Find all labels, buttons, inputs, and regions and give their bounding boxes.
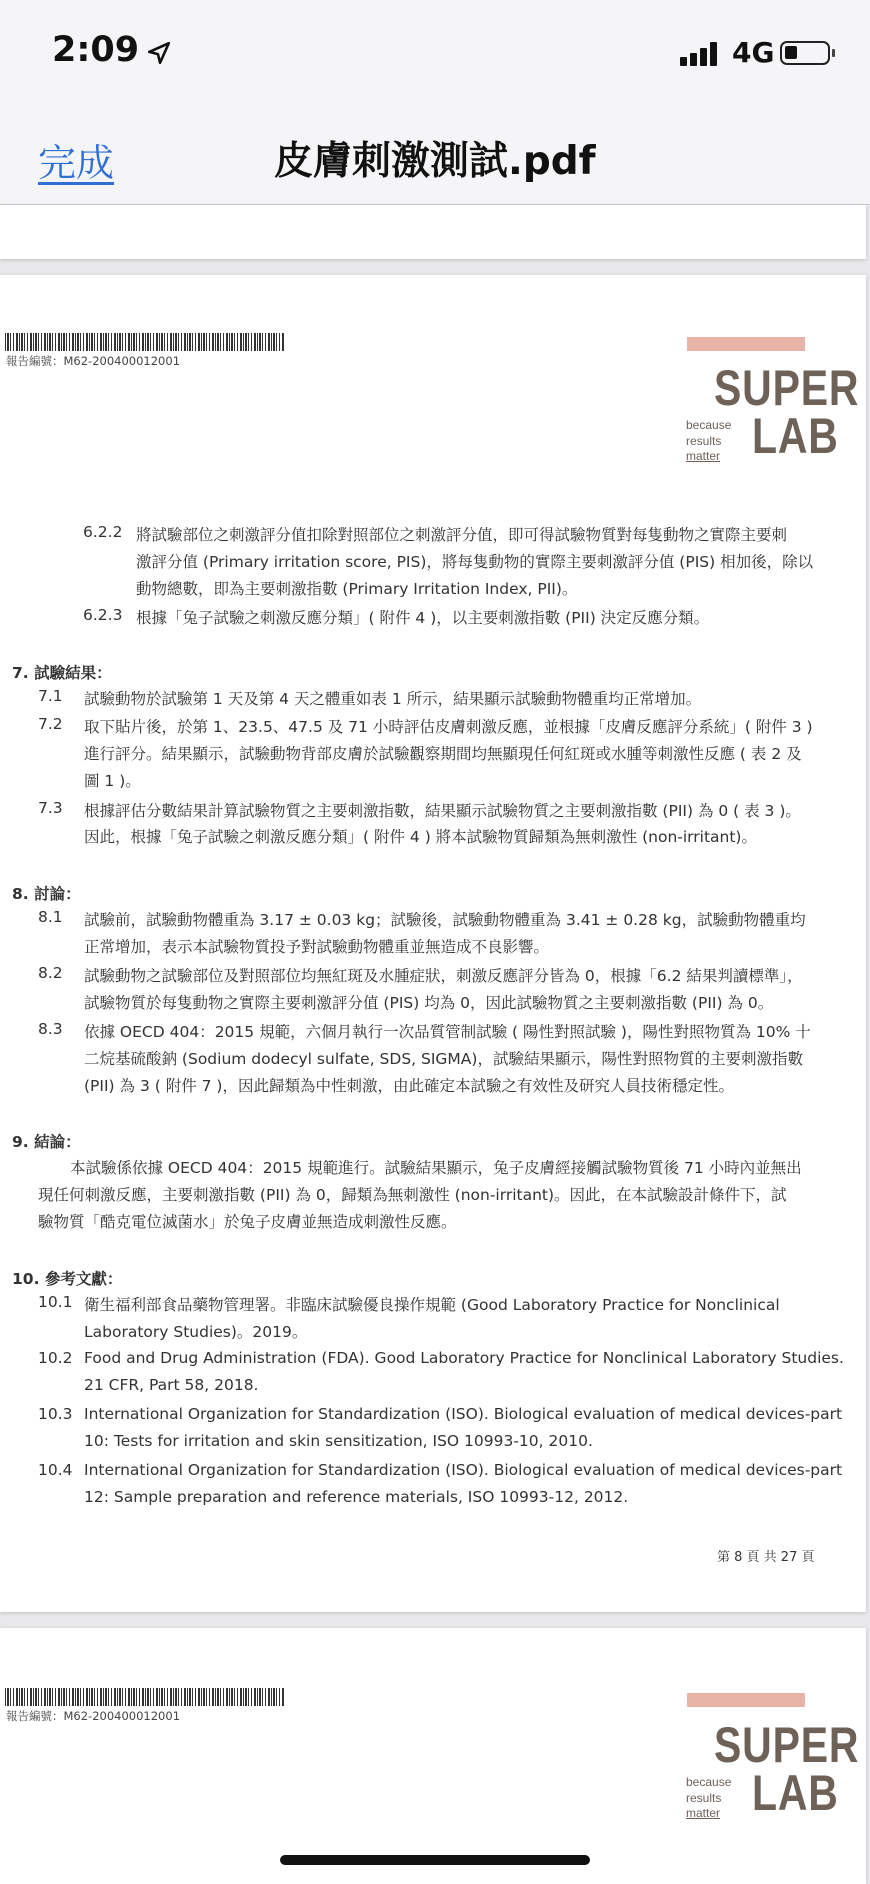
paragraph-line: 試驗動物之試驗部位及對照部位均無紅斑及水腫症狀，刺激反應評分皆為 0，根據「6.2 結果判讀標準」， (84, 967, 803, 985)
section-heading: 10. 參考文獻： (12, 1270, 123, 1288)
paragraph-line: 試驗前，試驗動物體重為 3.17 ± 0.03 kg；試驗後，試驗動物體重為 3.41 ± 0.28 kg，試驗動物體重均 (84, 911, 806, 929)
paragraph-line: 正常增加，表示本試驗物質投予對試驗動物體重並無造成不良影響。 (84, 938, 550, 956)
section-heading: 7. 試驗結果： (12, 664, 112, 682)
paragraph-line: 試驗動物於試驗第 1 天及第 4 天之體重如表 1 所示，結果顯示試驗動物體重均正常增加。 (84, 690, 702, 708)
location-arrow-icon (146, 40, 172, 66)
item-number: 8.1 (38, 908, 63, 926)
paragraph-line: 進行評分。結果顯示，試驗動物背部皮膚於試驗觀察期間均無顯現任何紅斑或水腫等刺激性反應 ( 表 2 及 (84, 745, 802, 763)
item-number: 10.2 (38, 1349, 73, 1367)
reference-line: Laboratory Studies)。2019。 (84, 1323, 308, 1341)
section-number: 6.2.3 (83, 606, 123, 624)
report-number: 報告編號：M62-200400012001 (6, 1709, 181, 1723)
status-time: 2:09 (52, 30, 140, 70)
paragraph-line: 根據評估分數結果計算試驗物質之主要刺激指數，結果顯示試驗物質之主要刺激指數 (PII) 為 0 ( 表 3 )。 (84, 802, 801, 820)
item-number: 10.3 (38, 1405, 73, 1423)
pdf-page-previous (0, 205, 866, 259)
reference-line: 衛生福利部食品藥物管理署。非臨床試驗優良操作規範 (Good Laboratory Practice for Nonclinical (84, 1296, 780, 1314)
section-heading: 9. 結論： (12, 1133, 81, 1151)
nav-bar (0, 110, 870, 205)
paragraph-line: 激評分值 (Primary irritation score, PIS)，將每隻動物的實際主要刺激評分值 (PIS) 相加後，除以 (136, 553, 814, 571)
paragraph-line: 圖 1 )。 (84, 772, 141, 790)
paragraph-line: 因此，根據「兔子試驗之刺激反應分類」( 附件 4 ) 將本試驗物質歸類為無刺激性 (non-irritant)。 (84, 828, 757, 846)
paragraph-line: 取下貼片後，於第 1、23.5、47.5 及 71 小時評估皮膚刺激反應，並根據「皮膚反應評分系統」( 附件 3 ) (84, 718, 813, 736)
paragraph-line: 將試驗部位之刺激評分值扣除對照部位之刺激評分值，即可得試驗物質對每隻動物之實際主要刺 (136, 526, 788, 544)
pdf-page-current[interactable]: 報告編號：M62-200400012001 SUPER LAB because results matter 6.2.2 將試驗部位之刺激評分值扣除對照部位之刺激評分值，即可得試驗物質對每隻動物之實際主要刺 激評分值 (Primary irritation score, PIS)，將每隻動物的實際主要刺激評分值 (PIS) 相加後，除以 動物總數，即為主要刺激指數 (Primary Irritation Index, PII)。 6.2.3 根據「兔子試驗之刺激反應分類」( 附件 4 )，以主要刺激指數 (PII) 決定反應分類。 7. 試驗結果： 7.1 試驗動物於試驗第 1 天及第 4 天之體重如表 1 所示，結果顯示試驗動物體重均正常增加。 7.2 取下貼片後，於第 1、23.5、47.5 及 71 小時評估皮膚刺激反應，並根據「皮膚反應評分系統」( 附件 3 ) 進行評分。結果顯示，試驗動物背部皮膚於試驗觀察期間均無顯現任何紅斑或水腫等刺激性反應 ( 表 2 及 圖 1 )。 7.3 根據評估分數結果計算試驗物質之主要刺激指數，結果顯示試驗物質之主要刺激指數 (PII) 為 0 ( 表 3 )。 因此，根據「兔子試驗之刺激反應分類」( 附件 4 ) 將本試驗物質歸類為無刺激性 (non-irritant)。 8. 討論： 8.1 試驗前，試驗動物體重為 3.17 ± 0.03 kg；試驗後，試驗動物體重為 3.41 ± 0.28 kg，試驗動物體重均 正常增加，表示本試驗物質投予對試驗動物體重並無造成不良影響。 8.2 試驗動物之試驗部位及對照部位均無紅斑及水腫症狀，刺激反應評分皆為 0，根據「6.2 結果判讀標準」， 試驗物質於每隻動物之實際主要刺激評分值 (PIS) 均為 0，因此試驗物質之主要刺激指數 (PII) 為 0。 8.3 依據 OECD 404：2015 規範，六個月執行一次品質管制試驗 ( 陽性對照試驗 )，陽性對照物質為 10% 十 二烷基硫酸鈉 (Sodium dodecyl sulfate, SDS, SIGMA)，試驗結果顯示，陽性對照物質的主要刺激指數 (PII) 為 3 ( 附件 7 )，因此歸類為中性刺激，由此確定本試驗之有效性及研究人員技術穩定性。 9. 結論： 本試驗係依據 OECD 404：2015 規範進行。試驗結果顯示，兔子皮膚經接觸試驗物質後 71 小時內並無出 現任何刺激反應，主要刺激指數 (PII) 為 0，歸類為無刺激性 (non-irritant)。因此，在本試驗設計條件下，試 驗物質「酷克電位滅菌水」於兔子皮膚並無造成刺激性反應。 10. 參考文獻： 10.1 衛生福利部食品藥物管理署。非臨床試驗優良操作規範 (Good Laboratory Practice for Nonclinical Laboratory Studies)。2019。 10.2 Food and Drug Administration (FDA). Good Laboratory Practice for Nonclinical Laboratory Studies. 21 CFR, Part 58, 2018. 10.3 International Organization for Standardization (ISO). Biological evaluation of medical devices-part 10: Tests for irritation and skin sensitization, ISO 10993-10, 2010. 10.4 International Organization for Standardization (ISO). Biological evaluation of medical devices-part 12: Sample preparation and reference materials, ISO 10993-12, 2012. 第 8 頁 共 27 頁 (0, 275, 866, 1612)
status-bar (0, 0, 870, 110)
paragraph-line: 二烷基硫酸鈉 (Sodium dodecyl sulfate, SDS, SIGMA)，試驗結果顯示，陽性對照物質的主要刺激指數 (84, 1050, 803, 1068)
reference-line: International Organization for Standardization (ISO). Biological evaluation of medical devices-part (84, 1405, 843, 1423)
item-number: 7.2 (38, 715, 63, 733)
item-number: 7.1 (38, 687, 63, 705)
done-button[interactable]: 完成 (38, 141, 115, 185)
item-number: 10.1 (38, 1293, 73, 1311)
item-number: 7.3 (38, 799, 63, 817)
section-number: 6.2.2 (83, 523, 123, 541)
item-number: 10.4 (38, 1461, 73, 1479)
reference-line: 21 CFR, Part 58, 2018. (84, 1376, 259, 1394)
paragraph-line: 動物總數，即為主要刺激指數 (Primary Irritation Index, PII)。 (136, 580, 578, 598)
paragraph-line: 根據「兔子試驗之刺激反應分類」( 附件 4 )，以主要刺激指數 (PII) 決定反應分類。 (136, 609, 710, 627)
item-number: 8.2 (38, 964, 63, 982)
report-number: 報告編號：M62-200400012001 (6, 354, 181, 368)
barcode (5, 333, 285, 351)
reference-line: 12: Sample preparation and reference materials, ISO 10993-12, 2012. (84, 1488, 629, 1506)
paragraph-line: 本試驗係依據 OECD 404：2015 規範進行。試驗結果顯示，兔子皮膚經接觸試驗物質後 71 小時內並無出 (70, 1159, 802, 1177)
paragraph-line: (PII) 為 3 ( 附件 7 )，因此歸類為中性刺激，由此確定本試驗之有效性及研究人員技術穩定性。 (84, 1077, 734, 1095)
home-indicator[interactable] (280, 1855, 590, 1865)
reference-line: International Organization for Standardization (ISO). Biological evaluation of medical devices-part (84, 1461, 843, 1479)
page-footer: 第 8 頁 共 27 頁 (717, 1550, 815, 1565)
battery-icon (780, 41, 830, 65)
item-number: 8.3 (38, 1020, 63, 1038)
paragraph-line: 現任何刺激反應，主要刺激指數 (PII) 為 0，歸類為無刺激性 (non-irritant)。因此，在本試驗設計條件下，試 (38, 1186, 787, 1204)
network-type: 4G (732, 36, 775, 69)
section-heading: 8. 討論： (12, 885, 81, 903)
reference-line: Food and Drug Administration (FDA). Good Laboratory Practice for Nonclinical Laboratory Studies. (84, 1349, 844, 1367)
barcode (5, 1688, 285, 1706)
reference-line: 10: Tests for irritation and skin sensitization, ISO 10993-10, 2010. (84, 1432, 593, 1450)
pdf-page-next[interactable]: 報告編號：M62-200400012001 SUPER LAB because results matter (0, 1628, 866, 1884)
document-title: 皮膚刺激測試.pdf (274, 139, 596, 184)
paragraph-line: 試驗物質於每隻動物之實際主要刺激評分值 (PIS) 均為 0，因此試驗物質之主要刺激指數 (PII) 為 0。 (84, 994, 774, 1012)
paragraph-line: 驗物質「酷克電位滅菌水」於兔子皮膚並無造成刺激性反應。 (38, 1213, 457, 1231)
paragraph-line: 依據 OECD 404：2015 規範，六個月執行一次品質管制試驗 ( 陽性對照試驗 )，陽性對照物質為 10% 十 (84, 1023, 811, 1041)
